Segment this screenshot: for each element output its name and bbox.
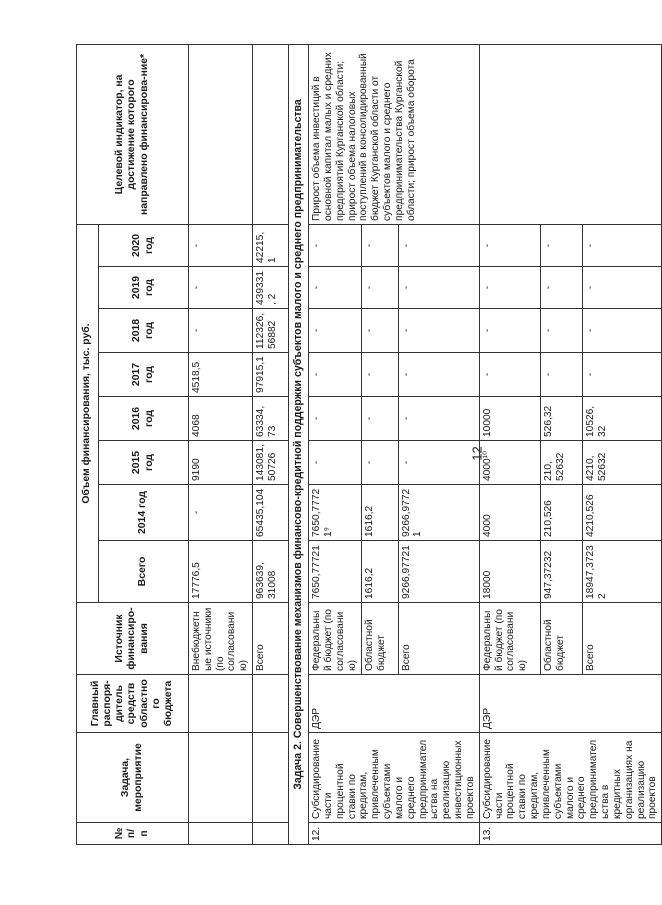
year-cell: 9190 — [189, 441, 253, 485]
year-cell: - — [189, 224, 253, 266]
header-year: 2017 год — [99, 353, 189, 397]
year-cell: 210,526 — [540, 485, 582, 541]
item-task: Субсидирование части процентной ставки по кредитам, привлеченным субъектами малого и среднего предпринимательства в кредитных организациях на реализацию проектов — [479, 733, 661, 823]
year-cell: 112326, 56882 — [253, 309, 289, 353]
year-cell: 4068 — [189, 397, 253, 441]
year-cell: - — [540, 224, 582, 266]
year-cell: - — [479, 309, 540, 353]
source-cell: Всего — [398, 603, 479, 675]
year-cell: 210, 52632 — [540, 441, 582, 485]
header-year: 2019 год — [99, 267, 189, 309]
item-num: 12. — [309, 823, 480, 845]
year-cell: - — [479, 353, 540, 397]
year-cell: - — [398, 353, 479, 397]
year-cell: 4000¹⁰ — [479, 441, 540, 485]
year-cell: - — [309, 309, 362, 353]
year-cell: - — [309, 441, 362, 485]
year-cell: 439331, 2 — [253, 267, 289, 309]
section-row — [289, 44, 309, 844]
year-cell: - — [398, 224, 479, 266]
total-cell: 9266,97721 — [398, 541, 479, 603]
year-cell: 7650,77721⁹ — [309, 485, 362, 541]
total-cell: 963639, 31008 — [253, 541, 289, 603]
header-manager: Главный распоря-дитель средств областного бюджета — [77, 675, 189, 733]
header-year: 2014 год — [99, 485, 189, 541]
source-cell: Областной бюджет — [540, 603, 582, 675]
year-cell: - — [540, 353, 582, 397]
year-cell: - — [398, 309, 479, 353]
year-cell: - — [362, 441, 398, 485]
year-cell: 9266,97721 — [398, 485, 479, 541]
table-row — [479, 44, 540, 844]
year-cell: 4210, 52632 — [582, 441, 661, 485]
header-year: 2015 год — [99, 441, 189, 485]
year-cell: - — [362, 397, 398, 441]
year-cell: 4000 — [479, 485, 540, 541]
total-cell: 18000 — [479, 541, 540, 603]
header-task: Задача, мероприятие — [77, 733, 189, 823]
year-cell: - — [309, 353, 362, 397]
year-cell: 4210,526 — [582, 485, 661, 541]
total-cell: 1616,2 — [362, 541, 398, 603]
header-num: № п/п — [77, 823, 189, 845]
year-cell: - — [398, 397, 479, 441]
year-cell: 1616,2 — [362, 485, 398, 541]
year-cell: 10000 — [479, 397, 540, 441]
year-cell: - — [398, 267, 479, 309]
year-cell: 42215, 1 — [253, 224, 289, 266]
year-cell: - — [362, 309, 398, 353]
source-cell: Федеральный бюджет (по согласованию) — [479, 603, 540, 675]
year-cell: - — [479, 267, 540, 309]
year-cell: - — [189, 309, 253, 353]
item-num: 13. — [479, 823, 661, 845]
year-cell: - — [309, 397, 362, 441]
source-cell: Всего — [582, 603, 661, 675]
year-cell: - — [582, 353, 661, 397]
year-cell: - — [309, 224, 362, 266]
table-row — [309, 44, 362, 844]
header-target: Целевой индикатор, на достижение которого направлено финансирова-ние* — [77, 44, 189, 224]
header-row-1 — [77, 44, 99, 844]
financing-table — [76, 44, 662, 845]
table-row — [189, 44, 253, 844]
year-cell: 97915,1 — [253, 353, 289, 397]
year-cell: - — [362, 353, 398, 397]
year-cell: - — [189, 267, 253, 309]
year-cell: - — [582, 267, 661, 309]
section-title: Задача 2. Совершенствование механизмов финансово-кредитной поддержки субъектов малого и среднего предпринимательства — [289, 44, 309, 844]
year-cell: 526,32 — [540, 397, 582, 441]
year-cell: 4518,5 — [189, 353, 253, 397]
item-task: Субсидирование части процентной ставки по кредитам, привлеченным субъектами малого и среднего предпринимательства на реализацию инвестиционных проектов — [309, 733, 480, 823]
source-cell: Областной бюджет — [362, 603, 398, 675]
header-year: 2018 год — [99, 309, 189, 353]
year-cell: - — [540, 309, 582, 353]
year-cell: - — [362, 224, 398, 266]
year-cell: 65435,104 — [253, 485, 289, 541]
header-total: Всего — [99, 541, 189, 603]
header-source: Источник финансиро-вания — [77, 603, 189, 675]
item-manager: ДЭР — [479, 675, 661, 733]
rotated-table-wrapper — [76, 45, 659, 845]
year-cell: - — [189, 485, 253, 541]
year-cell: 63334, 73 — [253, 397, 289, 441]
year-cell: - — [582, 224, 661, 266]
year-cell: - — [479, 224, 540, 266]
year-cell: 10526, 32 — [582, 397, 661, 441]
source-cell: Всего — [253, 603, 289, 675]
item-target: Прирост объема инвестиций в основной капитал малых и средних предприятий Курганской области; прирост объема налоговых поступлений в консолидированный бюджет Курганской области от субъектов малого и среднего предпринимательства Курганской области; прирост объема оборота — [309, 44, 480, 224]
table-row — [253, 44, 289, 844]
year-cell: 143081, 50726 — [253, 441, 289, 485]
page-number: 12 — [469, 446, 485, 461]
total-cell: 7650,77721 — [309, 541, 362, 603]
header-year: 2016 год — [99, 397, 189, 441]
year-cell: - — [540, 267, 582, 309]
total-cell: 18947,37232 — [582, 541, 661, 603]
item-manager: ДЭР — [309, 675, 480, 733]
source-cell: Внебюджетные источники (по согласованию) — [189, 603, 253, 675]
year-cell: - — [398, 441, 479, 485]
year-cell: - — [362, 267, 398, 309]
source-cell: Федеральный бюджет (по согласованию) — [309, 603, 362, 675]
header-year: 2020 год — [99, 224, 189, 266]
header-financing: Объем финансирования, тыс. руб. — [77, 224, 99, 602]
year-cell: - — [309, 267, 362, 309]
year-cell: - — [582, 309, 661, 353]
total-cell: 947,37232 — [540, 541, 582, 603]
total-cell: 17776,5 — [189, 541, 253, 603]
